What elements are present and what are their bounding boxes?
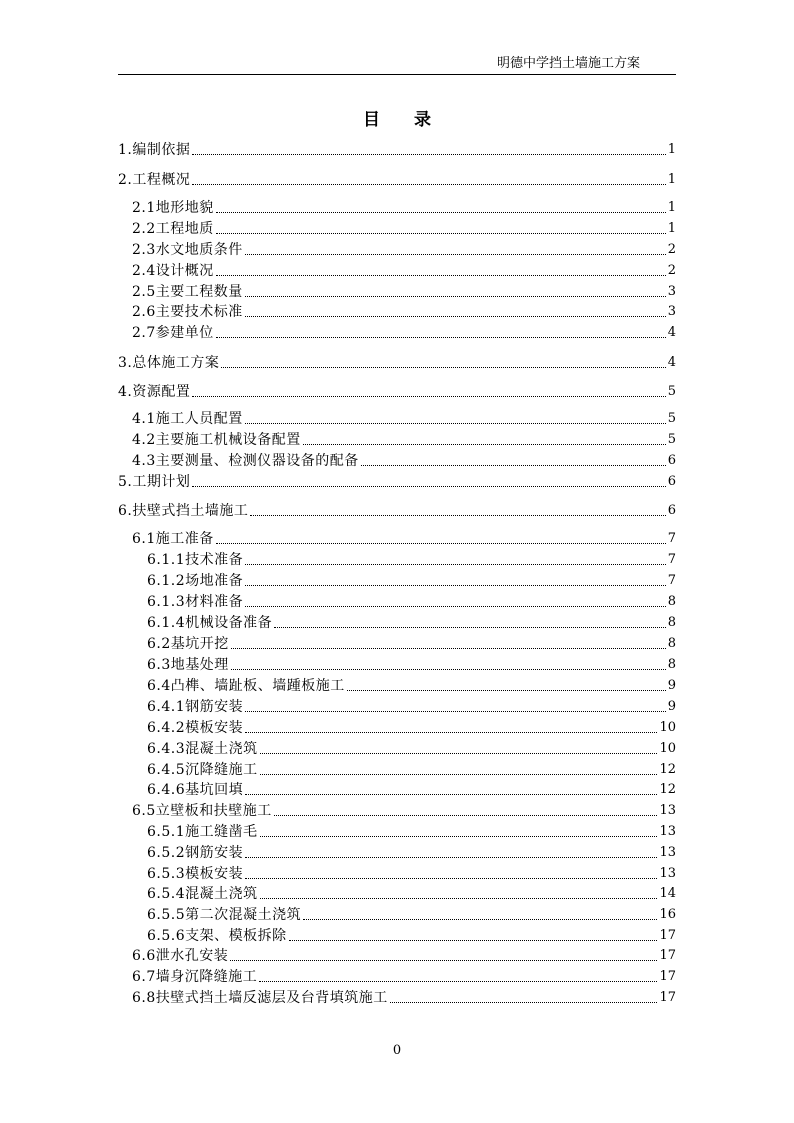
toc-entry-label: 6.5立壁板和扶壁施工 <box>132 803 272 819</box>
dot-leader <box>192 183 665 185</box>
dot-leader <box>245 295 666 297</box>
toc-entry-label: 6.4.2模板安装 <box>147 720 244 736</box>
toc-entry-label: 2.2工程地质 <box>132 221 214 237</box>
toc-entry[interactable] <box>118 220 676 238</box>
toc-entry-page: 5 <box>667 432 676 447</box>
toc-entry[interactable] <box>118 635 676 653</box>
toc-entry[interactable] <box>118 698 676 716</box>
toc-entry[interactable] <box>118 303 676 321</box>
toc-entry-label: 6.5.2钢筋安装 <box>147 845 244 861</box>
toc-entry-label: 6.6泄水孔安装 <box>132 948 229 964</box>
toc-entry-label: 6.5.6支架、模板拆除 <box>147 928 287 944</box>
toc-entry[interactable] <box>118 802 676 820</box>
toc-entry-page: 8 <box>667 636 676 651</box>
dot-leader <box>289 939 658 941</box>
toc-entry-label: 6.1施工准备 <box>132 531 214 547</box>
dot-leader <box>216 274 666 276</box>
toc-entry[interactable] <box>118 656 676 674</box>
toc-entry-page: 5 <box>667 384 676 399</box>
toc-title: 目 录 <box>363 110 445 130</box>
dot-leader <box>245 563 666 565</box>
toc-entry-page: 10 <box>659 741 676 756</box>
page-number: 0 <box>392 1043 402 1058</box>
toc-entry-label: 6.扶壁式挡土墙施工 <box>118 503 249 519</box>
toc-entry[interactable] <box>118 452 676 470</box>
toc-entry-page: 10 <box>659 720 676 735</box>
toc-entry-page: 2 <box>667 263 676 278</box>
toc-entry-label: 6.2基坑开挖 <box>147 636 229 652</box>
toc-entry[interactable] <box>118 885 676 903</box>
toc-entry-label: 6.1.3材料准备 <box>147 594 244 610</box>
dot-leader <box>216 232 666 234</box>
toc-entry[interactable] <box>118 171 676 189</box>
toc-entry-label: 6.5.5第二次混凝土浇筑 <box>147 907 302 923</box>
toc-entry-label: 2.工程概况 <box>118 172 191 188</box>
toc-entry-page: 12 <box>659 762 676 777</box>
dot-leader <box>192 395 665 397</box>
dot-leader <box>260 835 658 837</box>
toc-entry[interactable] <box>118 823 676 841</box>
dot-leader <box>260 752 658 754</box>
toc-entry-label: 2.4设计概况 <box>132 263 214 279</box>
toc-entry-page: 1 <box>667 172 676 187</box>
toc-entry-page: 1 <box>667 221 676 236</box>
dot-leader <box>250 514 665 516</box>
page-header <box>118 56 676 75</box>
dot-leader <box>245 422 666 424</box>
toc-entry-page: 13 <box>659 866 676 881</box>
toc-entry[interactable] <box>118 614 676 632</box>
toc-entry-page: 6 <box>667 474 676 489</box>
dot-leader <box>347 689 666 691</box>
dot-leader <box>245 793 657 795</box>
toc-entry[interactable] <box>118 719 676 737</box>
dot-leader <box>245 877 657 879</box>
dot-leader <box>260 773 658 775</box>
toc-entry[interactable] <box>118 781 676 799</box>
dot-leader <box>260 897 658 899</box>
toc-entry[interactable] <box>118 740 676 758</box>
dot-leader <box>274 814 658 816</box>
toc-entry[interactable] <box>118 968 676 986</box>
toc-entry-label: 1.编制依据 <box>118 142 191 158</box>
toc-entry-page: 4 <box>667 355 676 370</box>
toc-entry[interactable] <box>118 865 676 883</box>
toc-entry-label: 5.工期计划 <box>118 474 191 490</box>
toc-entry-label: 2.5主要工程数量 <box>132 284 243 300</box>
toc-entry-label: 2.3水文地质条件 <box>132 242 243 258</box>
toc-entry[interactable] <box>118 927 676 945</box>
toc-entry-page: 17 <box>659 948 676 963</box>
header-title: 明德中学挡土墙施工方案 <box>496 56 640 71</box>
toc-entry[interactable] <box>118 502 676 520</box>
toc-entry[interactable] <box>118 593 676 611</box>
dot-leader <box>245 856 657 858</box>
toc-entry-page: 1 <box>667 200 676 215</box>
toc-entry[interactable] <box>118 677 676 695</box>
dot-leader <box>245 253 666 255</box>
toc-entry-page: 7 <box>667 531 676 546</box>
dot-leader <box>216 211 666 213</box>
toc-entry-label: 6.4.6基坑回填 <box>147 782 244 798</box>
toc-entry-page: 1 <box>667 142 676 157</box>
toc-entry-page: 6 <box>667 453 676 468</box>
dot-leader <box>303 443 666 445</box>
toc-entry-label: 2.7参建单位 <box>132 325 214 341</box>
toc-entry-page: 16 <box>659 907 676 922</box>
dot-leader <box>361 464 666 466</box>
toc-entry-label: 6.4.1钢筋安装 <box>147 699 244 715</box>
dot-leader <box>390 1001 658 1003</box>
dot-leader <box>216 542 666 544</box>
toc-entry-label: 6.1.4机械设备准备 <box>147 615 273 631</box>
dot-leader <box>245 605 666 607</box>
dot-leader <box>245 315 666 317</box>
toc-entry[interactable] <box>118 989 676 1007</box>
toc-entry-label: 6.5.4混凝土浇筑 <box>147 886 258 902</box>
toc-entry-page: 17 <box>659 969 676 984</box>
toc-entry[interactable] <box>118 324 676 342</box>
toc-entry-page: 3 <box>667 304 676 319</box>
toc-entry-page: 8 <box>667 594 676 609</box>
toc-entry-page: 17 <box>659 928 676 943</box>
toc-entry[interactable] <box>118 283 676 301</box>
toc-entry[interactable] <box>118 761 676 779</box>
toc-entry-label: 4.1施工人员配置 <box>132 411 243 427</box>
toc-entry[interactable] <box>118 844 676 862</box>
toc-entry[interactable] <box>118 530 676 548</box>
toc-entry[interactable] <box>118 473 676 491</box>
dot-leader <box>221 366 665 368</box>
toc-entry-page: 6 <box>667 503 676 518</box>
toc-entry-label: 6.1.2场地准备 <box>147 573 244 589</box>
dot-leader <box>245 731 657 733</box>
toc-entry-page: 14 <box>659 886 676 901</box>
toc-entry-label: 4.2主要施工机械设备配置 <box>132 432 301 448</box>
toc-entry-label: 6.7墙身沉降缝施工 <box>132 969 258 985</box>
toc-entry-label: 2.1地形地貌 <box>132 200 214 216</box>
toc-entry[interactable] <box>118 551 676 569</box>
dot-leader <box>192 485 665 487</box>
toc-entry-page: 3 <box>667 284 676 299</box>
toc-entry-page: 8 <box>667 615 676 630</box>
toc-entry-page: 5 <box>667 411 676 426</box>
toc-entry-page: 4 <box>667 325 676 340</box>
toc-entry[interactable] <box>118 262 676 280</box>
toc-entry[interactable] <box>118 431 676 449</box>
toc-entry-label: 6.4凸榫、墙趾板、墙踵板施工 <box>147 678 345 694</box>
toc-entry-label: 6.3地基处理 <box>147 657 229 673</box>
toc-entry-page: 12 <box>659 782 676 797</box>
dot-leader <box>230 959 657 961</box>
toc-entry[interactable] <box>118 141 676 159</box>
toc-entry-label: 6.1.1技术准备 <box>147 552 244 568</box>
toc-entry-label: 3.总体施工方案 <box>118 355 220 371</box>
toc-entry-page: 7 <box>667 552 676 567</box>
toc-entry-label: 6.5.3模板安装 <box>147 866 244 882</box>
dot-leader <box>245 710 666 712</box>
toc-entry[interactable] <box>118 947 676 965</box>
toc-entry-page: 9 <box>667 678 676 693</box>
toc-entry-label: 6.8扶壁式挡土墙反滤层及台背填筑施工 <box>132 990 388 1006</box>
toc-entry-page: 13 <box>659 803 676 818</box>
toc-entry-page: 8 <box>667 657 676 672</box>
toc-entry-label: 6.5.1施工缝凿毛 <box>147 824 258 840</box>
toc-entry[interactable] <box>118 241 676 259</box>
toc-entry-label: 4.资源配置 <box>118 384 191 400</box>
dot-leader <box>303 918 657 920</box>
dot-leader <box>245 584 666 586</box>
dot-leader <box>192 153 665 155</box>
toc-entry-label: 6.4.3混凝土浇筑 <box>147 741 258 757</box>
toc-entry[interactable] <box>118 906 676 924</box>
toc-entry-page: 9 <box>667 699 676 714</box>
toc-entry-page: 13 <box>659 845 676 860</box>
toc-entry[interactable] <box>118 199 676 217</box>
dot-leader <box>259 980 657 982</box>
toc-entry[interactable] <box>118 410 676 428</box>
toc-entry-page: 13 <box>659 824 676 839</box>
toc-entry[interactable] <box>118 354 676 372</box>
dot-leader <box>231 668 666 670</box>
toc-entry-label: 2.6主要技术标准 <box>132 304 243 320</box>
toc-entry-page: 2 <box>667 242 676 257</box>
toc-entry-page: 17 <box>659 990 676 1005</box>
dot-leader <box>216 336 666 338</box>
dot-leader <box>274 626 666 628</box>
toc-entry-label: 6.4.5沉降缝施工 <box>147 762 258 778</box>
dot-leader <box>231 647 666 649</box>
toc-entry[interactable] <box>118 572 676 590</box>
toc-entry-page: 7 <box>667 573 676 588</box>
toc-entry-label: 4.3主要测量、检测仪器设备的配备 <box>132 453 359 469</box>
toc-entry[interactable] <box>118 383 676 401</box>
